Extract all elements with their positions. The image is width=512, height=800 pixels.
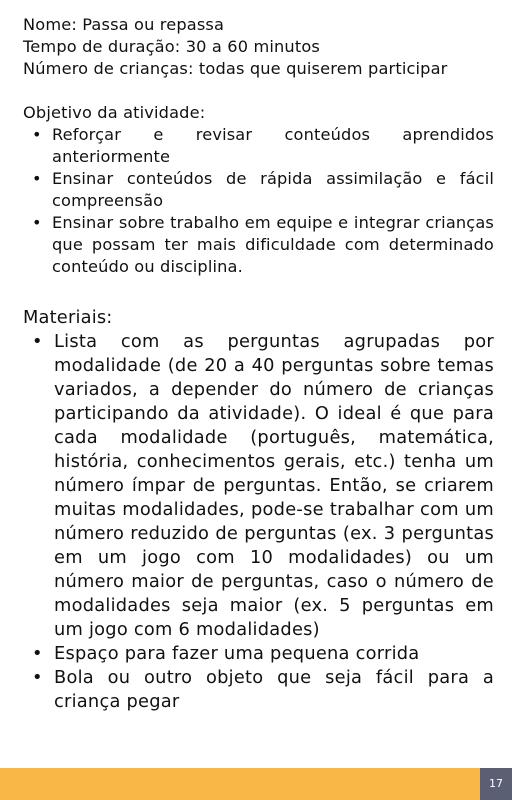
bullet-icon: • bbox=[32, 213, 42, 232]
list-item bbox=[23, 168, 494, 212]
list-item bbox=[23, 330, 494, 642]
list-item bbox=[23, 642, 494, 666]
page-content bbox=[23, 14, 494, 714]
objective-text: Ensinar sobre trabalho em equipe e integrar crianças que possam ter mais dificuldade com determinado conteúdo ou disciplina. bbox=[52, 213, 494, 276]
list-item bbox=[23, 212, 494, 278]
footer-bar bbox=[0, 768, 512, 800]
objectives-title: Objetivo da atividade: bbox=[23, 103, 206, 122]
bullet-icon: • bbox=[32, 331, 43, 352]
objective-text: Reforçar e revisar conteúdos aprendidos anteriormente bbox=[52, 125, 494, 166]
page-number: 17 bbox=[480, 768, 512, 800]
bullet-icon: • bbox=[32, 643, 43, 664]
objective-text: Ensinar conteúdos de rápida assimilação e fácil compreensão bbox=[52, 169, 494, 210]
material-text: Espaço para fazer uma pequena corrida bbox=[54, 643, 420, 664]
bullet-icon: • bbox=[32, 667, 43, 688]
activity-name: Nome: Passa ou repassa bbox=[23, 15, 225, 34]
material-text: Lista com as perguntas agrupadas por modalidade (de 20 a 40 perguntas sobre temas variados, a depender do número de crianças participando da atividade). O ideal é que para cada modalidade (português, matemática, história, conhecimentos gerais, etc.) tenha um número ímpar de perguntas. Então, se criarem muitas modalidades, pode-se trabalhar com um número reduzido de perguntas (ex. 3 perguntas em um jogo com 10 modalidades) ou um número maior de perguntas, caso o número de modalidades seja maior (ex. 5 perguntas em um jogo com 6 modalidades) bbox=[54, 331, 494, 640]
bullet-icon: • bbox=[32, 169, 42, 188]
material-text: Bola ou outro objeto que seja fácil para a criança pegar bbox=[54, 667, 494, 712]
list-item bbox=[23, 666, 494, 714]
list-item bbox=[23, 124, 494, 168]
materials-list bbox=[23, 330, 494, 714]
children-count: Número de crianças: todas que quiserem participar bbox=[23, 59, 448, 78]
materials-title: Materiais: bbox=[23, 307, 113, 328]
bullet-icon: • bbox=[32, 125, 42, 144]
activity-duration: Tempo de duração: 30 a 60 minutos bbox=[23, 37, 320, 56]
objectives-list bbox=[23, 124, 494, 278]
